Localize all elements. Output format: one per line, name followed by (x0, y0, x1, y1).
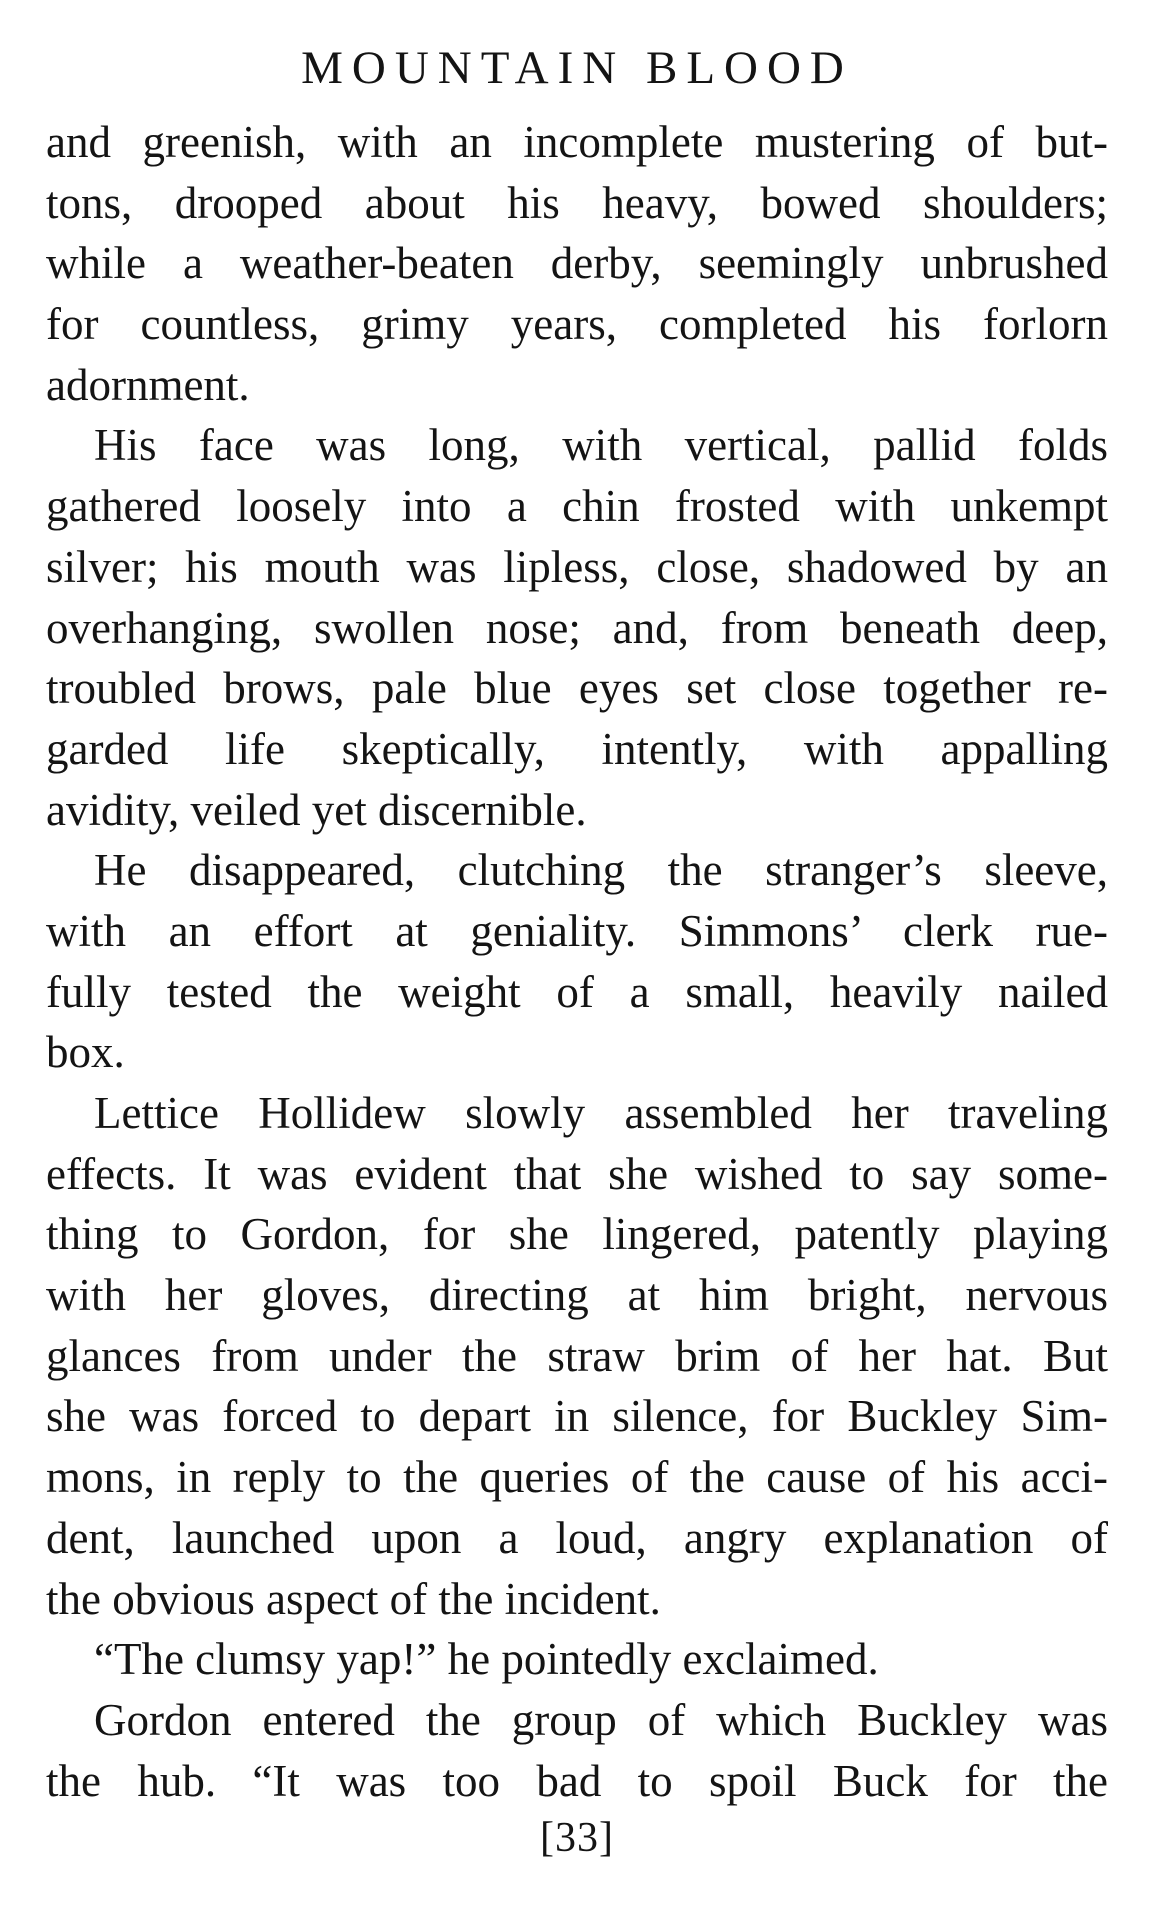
text-line: effects. It was evident that she wished to say some- (46, 1148, 1108, 1199)
running-head: MOUNTAIN BLOOD (301, 42, 853, 94)
text-line: adornment. (46, 359, 250, 410)
text-line: silver; his mouth was lipless, close, shadowed by an (46, 541, 1108, 592)
paragraph (46, 1690, 1108, 1811)
text-line: troubled brows, pale blue eyes set close together re- (46, 663, 1108, 714)
text-line: Gordon entered the group of which Buckley was (94, 1694, 1108, 1745)
text-line: avidity, veiled yet discernible. (46, 784, 587, 835)
text-line: with her gloves, directing at him bright, nervous (46, 1270, 1108, 1321)
text-line: fully tested the weight of a small, heavily nailed (46, 966, 1108, 1017)
text-line: mons, in reply to the queries of the cause of his acci- (46, 1452, 1108, 1503)
text-line: garded life skeptically, intently, with appalling (46, 723, 1108, 774)
body-text (46, 112, 1108, 1811)
paragraph (46, 840, 1108, 1083)
text-line: He disappeared, clutching the stranger’s sleeve, (94, 845, 1108, 896)
text-line: box. (46, 1027, 125, 1078)
text-line: the obvious aspect of the incident. (46, 1573, 661, 1624)
paragraph (46, 1629, 1108, 1690)
book-page (46, 0, 1108, 1919)
paragraph (46, 415, 1108, 840)
text-line: Lettice Hollidew slowly assembled her traveling (94, 1088, 1108, 1138)
text-line: thing to Gordon, for she lingered, patently playing (46, 1209, 1108, 1260)
text-line: His face was long, with vertical, pallid folds (94, 420, 1108, 471)
text-line: gathered loosely into a chin frosted with unkempt (46, 481, 1108, 532)
text-line: the hub. “It was too bad to spoil Buck for the (46, 1755, 1108, 1806)
text-line: with an effort at geniality. Simmons’ clerk rue- (46, 905, 1108, 956)
text-line: “The clumsy yap!” he pointedly exclaimed. (94, 1634, 879, 1685)
page-number: [33] (540, 1815, 614, 1861)
text-line: dent, launched upon a loud, angry explanation of (46, 1512, 1108, 1563)
text-line: tons, drooped about his heavy, bowed shoulders; (46, 177, 1108, 228)
text-line: while a weather-beaten derby, seemingly unbrushed (46, 238, 1108, 289)
paragraph (46, 112, 1108, 415)
text-line: and greenish, with an incomplete mustering of but- (46, 117, 1108, 167)
text-line: she was forced to depart in silence, for Buckley Sim- (46, 1391, 1108, 1442)
paragraph (46, 1083, 1108, 1629)
text-line: overhanging, swollen nose; and, from beneath deep, (46, 602, 1108, 653)
text-line: for countless, grimy years, completed his forlorn (46, 299, 1108, 350)
text-line: glances from under the straw brim of her hat. But (46, 1330, 1108, 1381)
